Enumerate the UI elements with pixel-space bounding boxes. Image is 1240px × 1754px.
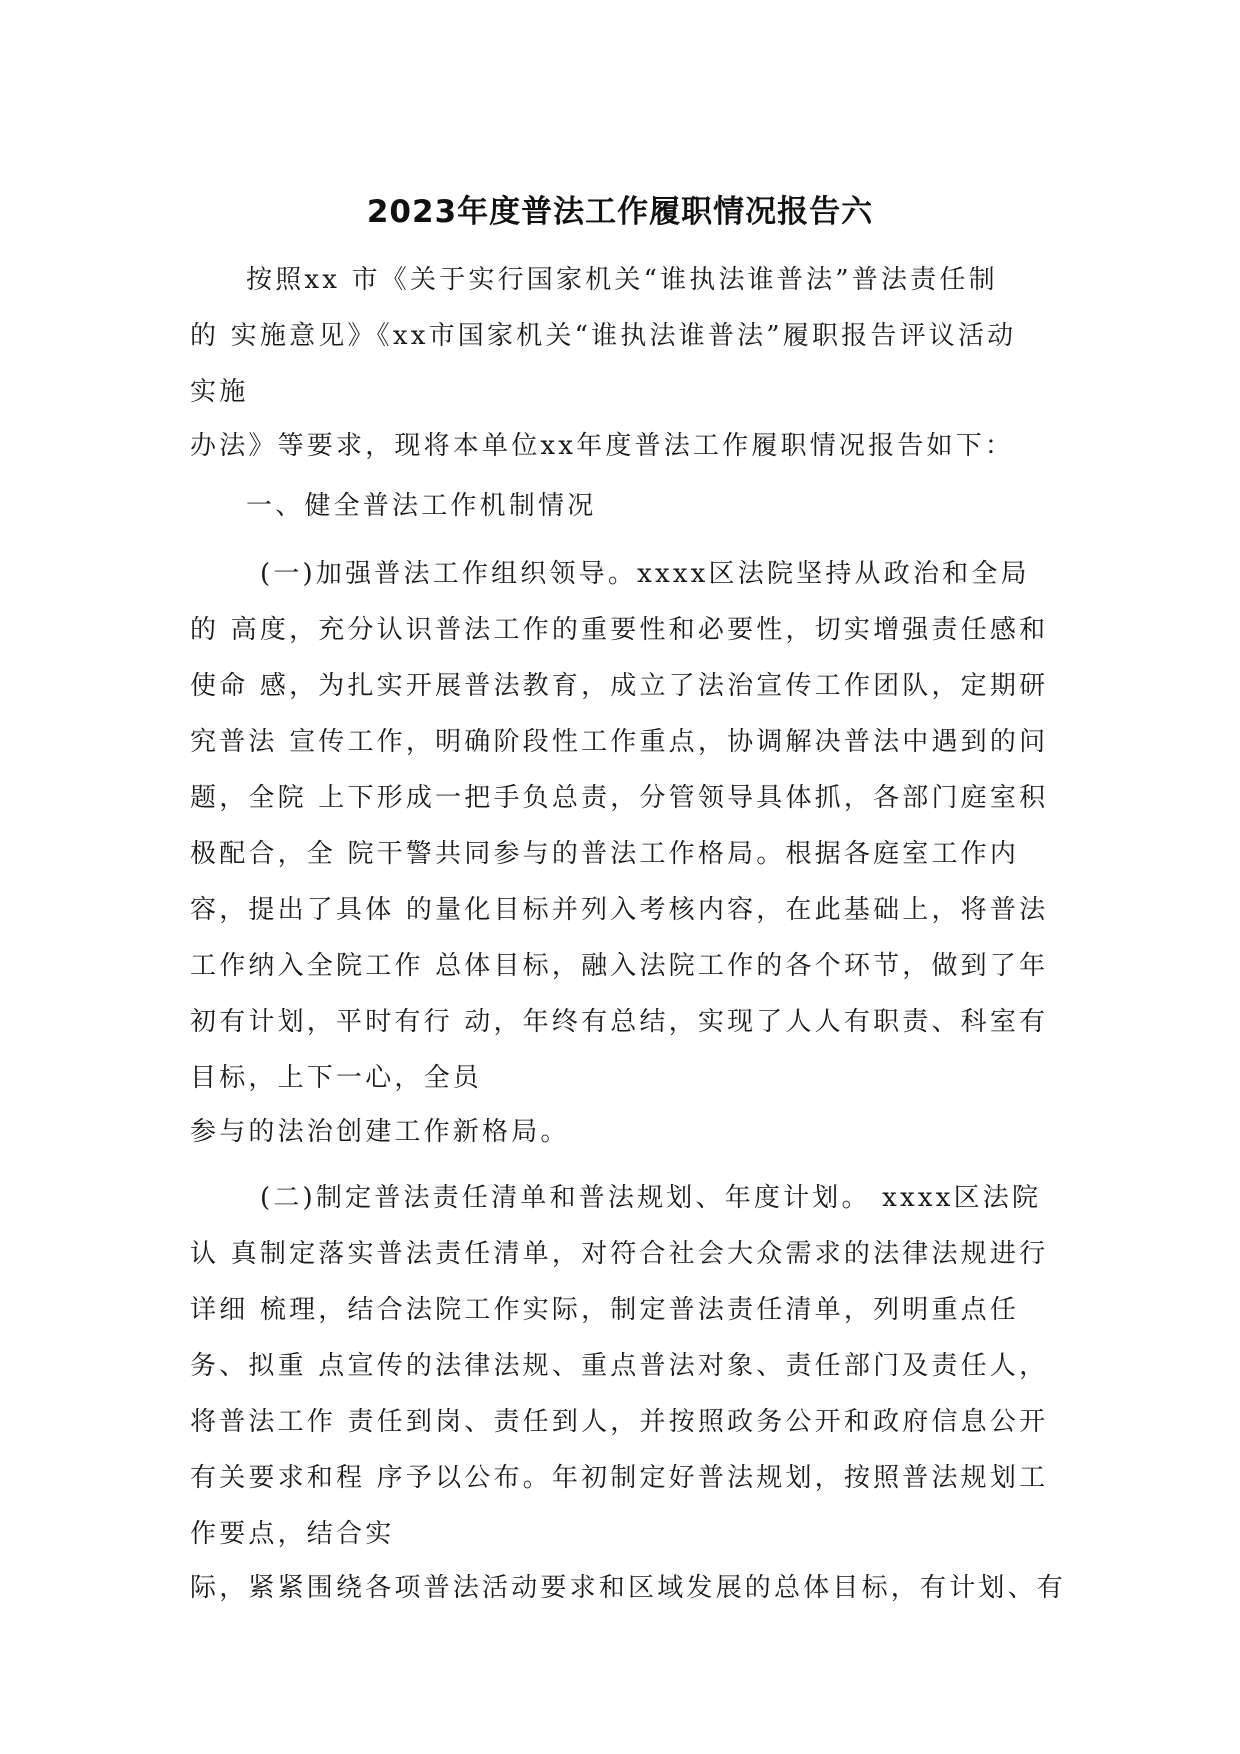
body-line: 务、拟重 点宣传的法律法规、重点普法对象、责任部门及责任人， [190,1351,1049,1381]
document-title: 2023年度普法工作履职情况报告六 [366,194,874,230]
body-line: 工作纳入全院工作 总体目标，融入法院工作的各个环节，做到了年 [190,951,1049,981]
body-line: 际，紧紧围绕各项普法活动要求和区域发展的总体目标，有计划、有 [190,1573,1067,1603]
body-line: 详细 梳理，结合法院工作实际，制定普法责任清单，列明重点任 [190,1295,1020,1325]
body-line: 将普法工作 责任到岗、责任到人，并按照政务公开和政府信息公开 [190,1407,1049,1437]
body-line: 目标，上下一心，全员 [190,1063,483,1093]
body-line: 有关要求和程 序予以公布。年初制定好普法规划，按照普法规划工 [190,1463,1049,1493]
body-line: 的 实施意见》《xx市国家机关“谁执法谁普法”履职报告评议活动 [190,321,1017,351]
body-line: 作要点，结合实 [190,1519,395,1549]
body-line: 题，全院 上下形成一把手负总责，分管领导具体抓，各部门庭室积 [190,783,1049,813]
body-line: 办法》等要求，现将本单位xx年度普法工作履职情况报告如下： [190,431,1015,461]
body-line: 究普法 宣传工作，明确阶段性工作重点，协调解决普法中遇到的问 [190,727,1049,757]
body-line: 的 高度，充分认识普法工作的重要性和必要性，切实增强责任感和 [190,615,1049,645]
body-line: 极配合，全 院干警共同参与的普法工作格局。根据各庭室工作内 [190,839,1020,869]
body-line: 容，提出了具体 的量化目标并列入考核内容，在此基础上，将普法 [190,895,1049,925]
body-line: (一)加强普法工作组织领导。xxxx区法院坚持从政治和全局 [260,559,1030,589]
body-line: 使命 感，为扎实开展普法教育，成立了法治宣传工作团队，定期研 [190,671,1049,701]
body-line: 初有计划，平时有行 动，年终有总结，实现了人人有职责、科室有 [190,1007,1049,1037]
body-line: 按照xx 市《关于实行国家机关“谁执法谁普法”普法责任制 [246,265,998,295]
body-line: 参与的法治创建工作新格局。 [190,1117,570,1147]
section-heading: 一、健全普法工作机制情况 [246,491,597,521]
body-line: (二)制定普法责任清单和普法规划、年度计划。 xxxx区法院 [260,1183,1042,1213]
body-line: 实施 [190,377,249,407]
body-line: 认 真制定落实普法责任清单，对符合社会大众需求的法律法规进行 [190,1239,1049,1269]
